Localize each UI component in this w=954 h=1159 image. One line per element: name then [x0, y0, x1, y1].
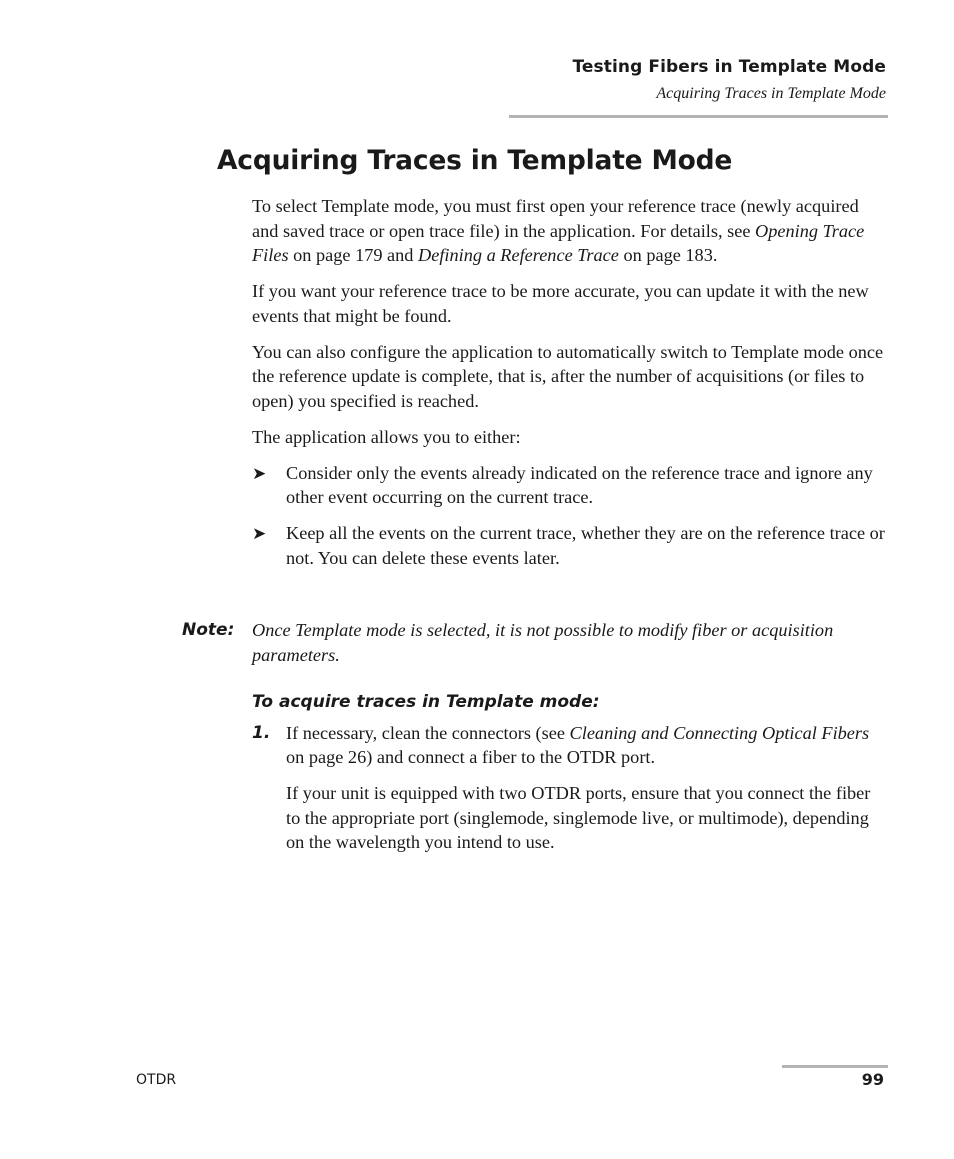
footer-product: OTDR [136, 1072, 177, 1088]
chapter-title: Testing Fibers in Template Mode [572, 57, 886, 77]
intro-paragraph [252, 194, 888, 268]
bullet-item [252, 521, 888, 570]
procedure [252, 690, 888, 855]
page-title: Acquiring Traces in Template Mode [217, 145, 733, 176]
accuracy-paragraph: If you want your reference trace to be more accurate, you can update it with the new events that might be found. [252, 281, 869, 326]
procedure-title: To acquire traces in Template mode: [252, 692, 600, 712]
intro-text-2: on page 179 and [288, 245, 419, 266]
running-header [572, 57, 886, 103]
xref-defining-reference-trace[interactable]: Defining a Reference Trace [418, 245, 619, 266]
auto-switch-paragraph: You can also configure the application to automatically switch to Template mode once the reference update is complete, that is, after the number of acquisitions (or files to open) you specified is reached. [252, 341, 884, 411]
xref-opening-trace-files[interactable]: Opening Trace Files [252, 220, 865, 266]
arrow-bullet-icon: ➤ [252, 463, 267, 483]
bullet-item [252, 461, 888, 510]
xref-cleaning-connecting[interactable]: Cleaning and Connecting Optical Fibers [569, 722, 870, 743]
step-text-2: on page 26) and connect a fiber to the OTDR port. [286, 747, 656, 768]
header-rule [509, 115, 888, 118]
section-subtitle: Acquiring Traces in Template Mode [656, 85, 886, 102]
note-text: Once Template mode is selected, it is not possible to modify fiber or acquisition parameters. [252, 620, 834, 665]
bullet-text: Keep all the events on the current trace, whether they are on the reference trace or not. You can delete these events later. [286, 523, 885, 568]
note-block [182, 618, 888, 667]
intro-text: To select Template mode, you must first open your reference trace (newly acquired and saved trace or open trace file) in the application. For details, see [252, 196, 859, 241]
step-paragraph: If your unit is equipped with two OTDR ports, ensure that you connect the fiber to the appropriate port (singlemode, singlemode live, or multimode), depending on the wavelength you intend to use. [286, 783, 871, 853]
footer-rule [782, 1065, 888, 1068]
page-number: 99 [861, 1070, 884, 1089]
body-text [252, 194, 888, 582]
step-number: 1. [252, 722, 271, 743]
step-text: If necessary, clean the connectors (see [286, 722, 570, 743]
step-item [252, 721, 888, 770]
note-label: Note: [182, 620, 235, 640]
intro-text-3: on page 183. [618, 245, 718, 266]
options-lead-paragraph: The application allows you to either: [252, 426, 521, 447]
bullet-text: Consider only the events already indicated on the reference trace and ignore any other event occurring on the current trace. [286, 462, 873, 508]
arrow-bullet-icon: ➤ [252, 524, 267, 544]
